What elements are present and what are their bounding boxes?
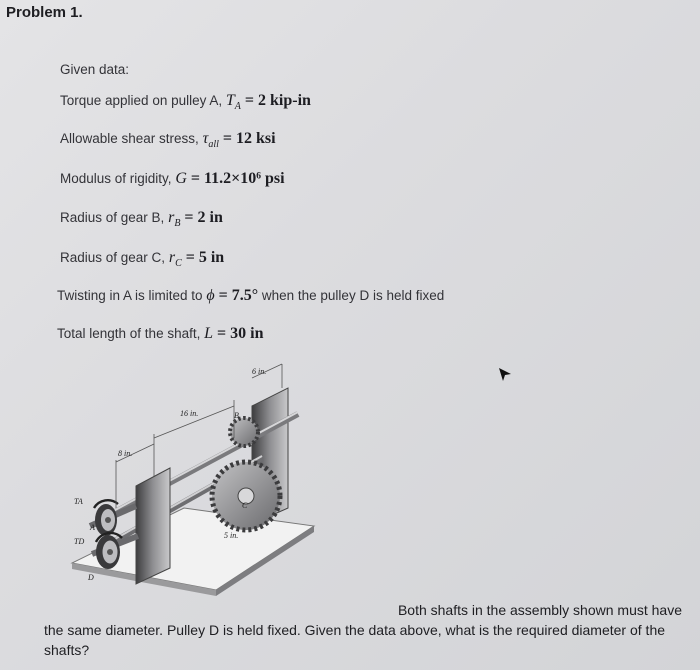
question-rest: the same diameter. Pulley D is held fixed. Given the data above, what is the required diameter of the shafts? xyxy=(44,622,666,658)
shear-symbol: τ xyxy=(202,130,209,147)
question-line-1: Both shafts in the assembly shown must have xyxy=(397,602,682,618)
torque-value: = 2 kip-in xyxy=(240,92,311,109)
radius-c-value: = 5 in xyxy=(181,249,225,266)
label-c: C xyxy=(242,501,248,510)
label-td: TD xyxy=(74,537,85,546)
given-radius-c xyxy=(60,249,224,269)
shear-subscript: all xyxy=(208,139,219,151)
pulley-d xyxy=(96,535,120,569)
shaft-assembly-figure xyxy=(66,358,326,598)
question-text xyxy=(44,600,696,660)
given-shear-stress xyxy=(60,130,276,150)
given-data-label: Given data: xyxy=(60,62,130,77)
dim-16in: 16 in. xyxy=(180,409,199,418)
shear-value: = 12 ksi xyxy=(218,130,276,147)
mouse-cursor-icon xyxy=(497,366,513,382)
phi-symbol: ϕ xyxy=(206,287,215,304)
radius-c-label: Radius of gear C, xyxy=(60,250,166,265)
length-symbol: L xyxy=(204,325,214,342)
given-modulus xyxy=(60,170,285,188)
dim-5in: 5 in. xyxy=(224,531,239,540)
problem-title: Problem 1. xyxy=(6,4,83,21)
dim-6in: 6 in. xyxy=(252,367,267,376)
twist-value: = 7.5° xyxy=(214,287,259,304)
shear-label: Allowable shear stress, xyxy=(60,131,199,146)
torque-label: Torque applied on pulley A, xyxy=(60,93,223,108)
twist-post: when the pulley D is held fixed xyxy=(258,288,445,303)
torque-subscript: A xyxy=(234,101,241,113)
radius-b-label: Radius of gear B, xyxy=(60,210,165,225)
length-value: = 30 in xyxy=(213,325,264,342)
given-radius-b xyxy=(60,209,223,229)
radius-b-subscript: B xyxy=(174,218,181,230)
radius-b-symbol: r xyxy=(168,209,175,226)
torque-symbol: T xyxy=(225,92,235,109)
label-d: D xyxy=(88,573,94,582)
modulus-symbol: G xyxy=(175,170,187,187)
radius-b-value: = 2 in xyxy=(180,209,223,226)
pulley-a xyxy=(95,504,117,536)
label-ta: TA xyxy=(74,497,83,506)
length-label: Total length of the shaft, xyxy=(57,326,201,341)
twist-pre: Twisting in A is limited to xyxy=(57,288,203,303)
modulus-label: Modulus of rigidity, xyxy=(60,171,172,186)
modulus-value: = 11.2×10⁶ psi xyxy=(186,170,285,187)
dim-8in: 8 in. xyxy=(118,449,133,458)
front-support-plate xyxy=(136,468,170,584)
radius-c-subscript: C xyxy=(175,258,182,270)
gear-c xyxy=(212,462,280,530)
label-b: B xyxy=(234,411,239,420)
given-shaft-length xyxy=(57,325,264,343)
radius-c-symbol: r xyxy=(168,249,176,266)
given-torque xyxy=(60,92,311,112)
given-twist-limit xyxy=(57,287,444,305)
label-a: A xyxy=(90,523,95,532)
